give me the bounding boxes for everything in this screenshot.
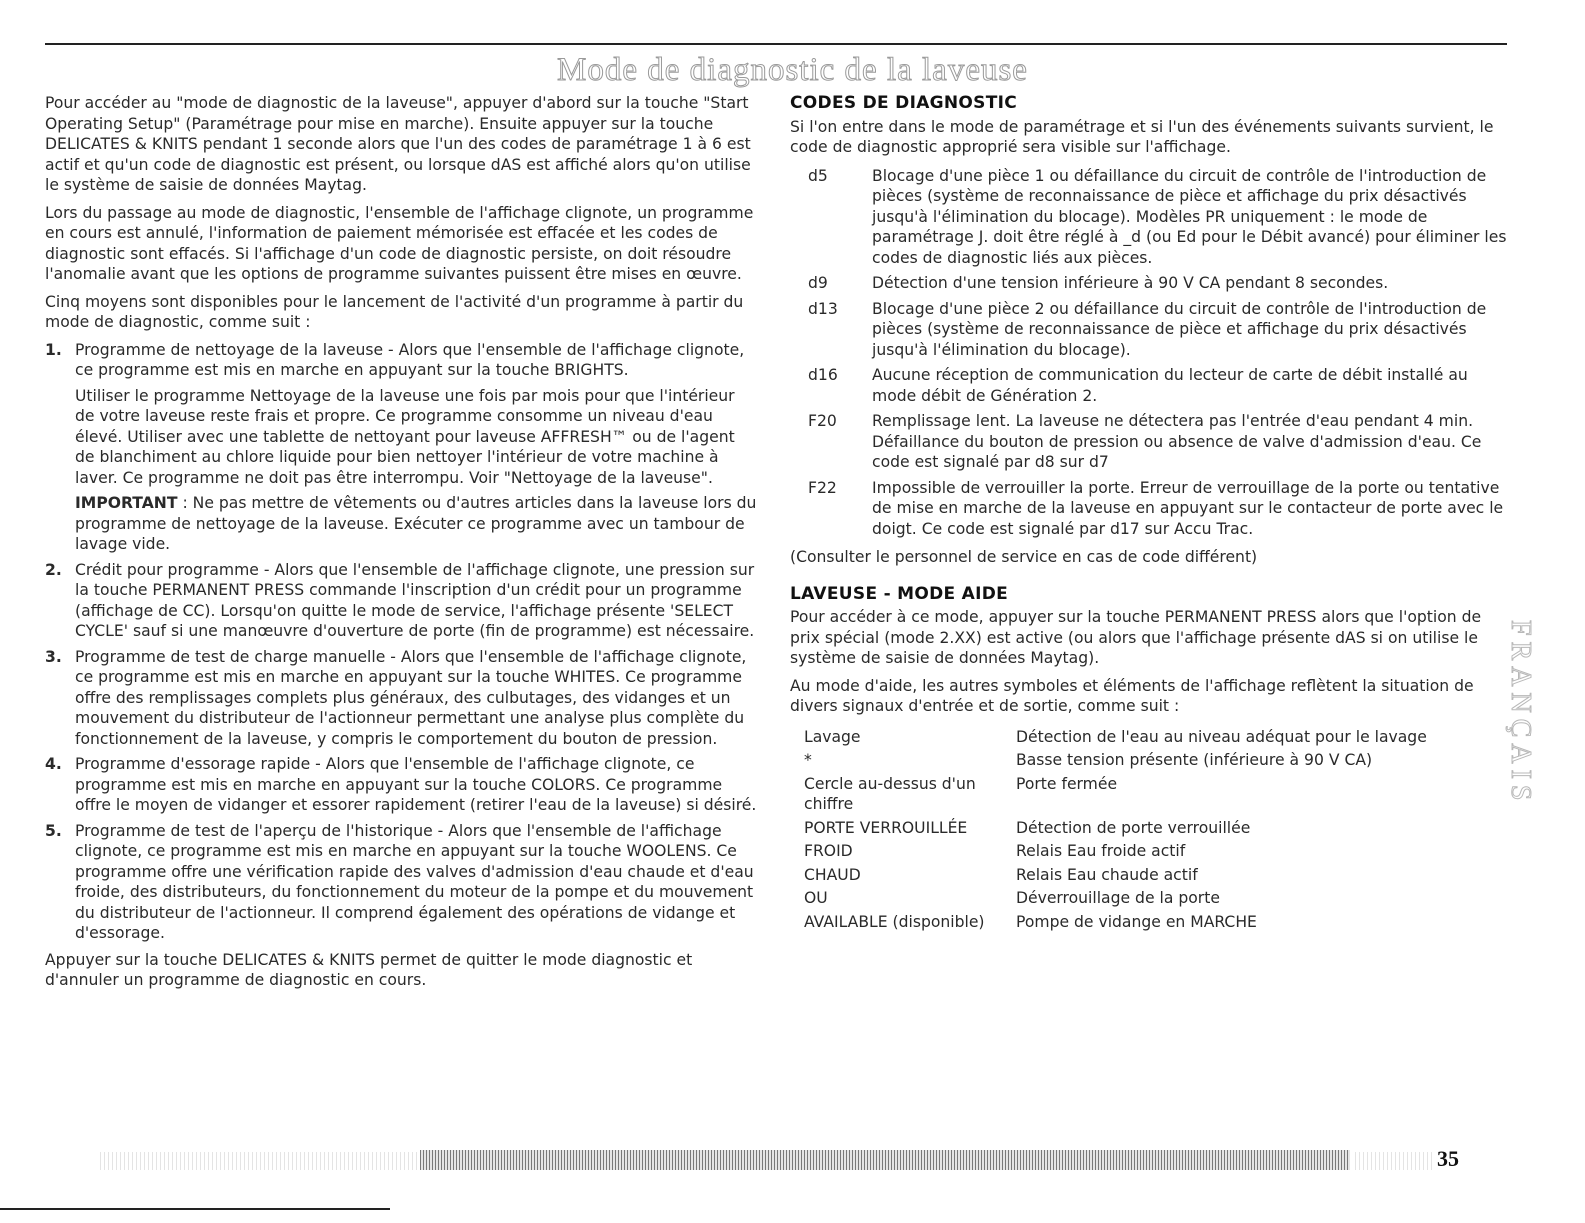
top-rule xyxy=(45,43,1507,45)
help-symbol: OU xyxy=(804,889,828,907)
help-symbol: Cercle au-dessus d'un chiffre xyxy=(804,774,976,813)
important-text: : Ne pas mettre de vêtements ou d'autres articles dans la laveuse lors du programme de nettoyage de la laveuse. Exécuter ce programme avec un tambour de lavage vide. xyxy=(75,494,757,553)
codes-intro: Si l'on entre dans le mode de paramétrage et si l'un des événements suivants survient, le code de diagnostic approprié sera visible sur l'affichage. xyxy=(790,117,1494,156)
code-id: d16 xyxy=(808,366,838,384)
program-number: 5. xyxy=(45,821,62,840)
right-column xyxy=(790,93,1510,935)
code-id: d13 xyxy=(808,299,838,318)
program-item xyxy=(45,821,757,944)
code-description: Blocage d'une pièce 1 ou défaillance du circuit de contrôle de l'introduction de pièces (système de reconnaissance de pièce et affichage du prix désactivés jusqu'à l'élimination du blocage). Modèles PR uniquement : le mode de paramétrage J. doit être réglé à _d (ou Ed pour le Débit avancé) pour éliminer les codes de diagnostic liés aux pièces. xyxy=(872,166,1507,267)
program-text: Programme de test de l'aperçu de l'historique - Alors que l'ensemble de l'affichage clignote, ce programme est mis en marche en appuyant sur la touche WOOLENS. Ce programme offre une vérification rapide des valves d'admission d'eau chaude et d'eau froide, des distributeurs, du fonctionnement du moteur de la pompe et du mouvement du distributeur de l'actionneur. Il comprend également des opérations de vidange et d'essorage. xyxy=(75,821,754,942)
intro-paragraph: Pour accéder au "mode de diagnostic de la laveuse", appuyer d'abord sur la touche "Start Operating Setup" (Paramétrage pour mise en marche). Ensuite appuyer sur la touche DELICATES & KNITS pendant 1 seconde alors que l'un des codes de paramétrage 1 à 6 est actif et qu'un code de diagnostic est présent, ou lorsque dAS est affiché alors qu'on utilise le système de saisie de données Maytag. xyxy=(45,94,751,194)
help-meaning: Relais Eau chaude actif xyxy=(1016,865,1198,884)
program-number: 2. xyxy=(45,560,62,579)
footer-dotted-rule xyxy=(1355,1152,1433,1170)
important-note xyxy=(75,493,757,555)
program-item xyxy=(45,754,757,816)
help-symbol: PORTE VERROUILLÉE xyxy=(804,818,968,837)
code-description: Remplissage lent. La laveuse ne détectera pas l'entrée d'eau pendant 4 min. Défaillance du bouton de pression ou absence de valve d'admission d'eau. Ce code est signalé par d8 sur d7 xyxy=(872,412,1482,471)
help-meaning: Relais Eau froide actif xyxy=(1016,842,1186,860)
footer-hatched-bar xyxy=(420,1150,1350,1170)
help-table xyxy=(804,727,1510,933)
important-label: IMPORTANT xyxy=(75,494,178,512)
help-meaning: Détection de porte verrouillée xyxy=(1016,818,1251,837)
help-paragraph: Pour accéder à ce mode, appuyer sur la touche PERMANENT PRESS alors que l'option de prix spécial (mode 2.XX) est active (ou alors que l'affichage présente dAS si on utilise le système de saisie de données Maytag). xyxy=(790,608,1482,667)
help-row xyxy=(804,774,1510,815)
code-row xyxy=(808,478,1510,540)
code-row xyxy=(808,166,1510,269)
code-description: Aucune réception de communication du lecteur de carte de débit installé au mode débit de Génération 2. xyxy=(872,366,1468,405)
code-row xyxy=(808,411,1510,473)
program-list xyxy=(45,340,757,944)
code-id: d5 xyxy=(808,166,828,185)
program-number: 4. xyxy=(45,755,62,773)
code-description: Impossible de verrouiller la porte. Erreur de verrouillage de la porte ou tentative de mise en marche de la laveuse en appuyant sur le contacteur de porte avec le doigt. Ce code est signalé par d17 sur Accu Trac. xyxy=(872,478,1504,538)
help-row xyxy=(804,818,1510,839)
program-text: Programme de nettoyage de la laveuse - Alors que l'ensemble de l'affichage clignote, ce programme est mis en marche en appuyant sur la touche BRIGHTS. xyxy=(75,340,745,379)
code-row xyxy=(808,365,1510,406)
help-symbol: CHAUD xyxy=(804,865,861,884)
help-paragraph: Au mode d'aide, les autres symboles et éléments de l'affichage reflètent la situation de divers signaux d'entrée et de sortie, comme suit : xyxy=(790,676,1474,715)
codes-list xyxy=(808,166,1510,540)
program-text: Programme de test de charge manuelle - Alors que l'ensemble de l'affichage clignote, ce programme est mis en marche en appuyant sur la touche WHITES. Ce programme offre des remplissages complets plus généraux, des culbutages, des vidanges et un mouvement du distributeur de l'actionneur permettant une analyse plus complète du fonctionnement de la laveuse, y compris le comportement du bouton de pression. xyxy=(75,647,747,748)
program-item xyxy=(45,560,757,642)
codes-heading: CODES DE DIAGNOSTIC xyxy=(790,93,1018,113)
program-text: Crédit pour programme - Alors que l'ensemble de l'affichage clignote, une pression sur la touche PERMANENT PRESS commande l'inscription d'un crédit pour un programme (affichage de CC). Lorsqu'on quitte le mode de service, l'affichage présente 'SELECT CYCLE' sauf si une manœuvre d'ouverture de porte (fin de programme) est nécessaire. xyxy=(75,560,755,640)
help-meaning: Pompe de vidange en MARCHE xyxy=(1016,912,1257,931)
code-description: Blocage d'une pièce 2 ou défaillance du circuit de contrôle de l'introduction de pièces (système de reconnaissance de pièce et affichage du prix désactivés jusqu'à l'élimination du blocage). xyxy=(872,299,1487,359)
help-row xyxy=(804,727,1510,748)
help-row xyxy=(804,888,1510,909)
code-row xyxy=(808,299,1510,361)
bottom-rule xyxy=(0,1208,390,1210)
page-number: 35 xyxy=(1437,1146,1459,1171)
intro-paragraph: Cinq moyens sont disponibles pour le lancement de l'activité d'un programme à partir du mode de diagnostic, comme suit : xyxy=(45,292,744,331)
program-extra: Utiliser le programme Nettoyage de la laveuse une fois par mois pour que l'intérieur de votre laveuse reste frais et propre. Ce programme consomme un niveau d'eau élevé. Utiliser avec une tablette de nettoyant pour laveuse AFFRESH™ ou de l'agent de blanchiment au chlore liquide pour bien nettoyer l'intérieur de votre machine à laver. Ce programme ne doit pas être interrompu. Voir "Nettoyage de la laveuse". xyxy=(75,386,735,487)
help-meaning: Basse tension présente (inférieure à 90 V CA) xyxy=(1016,751,1373,769)
left-column xyxy=(45,93,757,998)
help-meaning: Porte fermée xyxy=(1016,774,1118,793)
code-id: d9 xyxy=(808,274,828,292)
help-meaning: Détection de l'eau au niveau adéquat pour le lavage xyxy=(1016,727,1427,746)
help-symbol: Lavage xyxy=(804,727,861,746)
program-item xyxy=(45,340,757,555)
help-row xyxy=(804,912,1510,933)
code-description: Détection d'une tension inférieure à 90 V CA pendant 8 secondes. xyxy=(872,274,1389,292)
code-id: F22 xyxy=(808,478,837,497)
page-title: Mode de diagnostic de la laveuse xyxy=(557,52,1028,88)
help-symbol: * xyxy=(804,751,812,769)
program-number: 1. xyxy=(45,340,62,359)
closing-paragraph: Appuyer sur la touche DELICATES & KNITS permet de quitter le mode diagnostic et d'annuler un programme de diagnostic en cours. xyxy=(45,950,693,989)
help-row xyxy=(804,865,1510,886)
program-item xyxy=(45,647,757,750)
help-symbol: FROID xyxy=(804,842,853,860)
help-meaning: Déverrouillage de la porte xyxy=(1016,889,1220,907)
program-text: Programme d'essorage rapide - Alors que l'ensemble de l'affichage clignote, ce programme est mis en marche en appuyant sur la touche COLORS. Ce programme offre le moyen de vidanger et essorer rapidement (retirer l'eau de la laveuse) si désiré. xyxy=(75,755,757,814)
footer-dotted-rule xyxy=(100,1152,420,1170)
help-row xyxy=(804,750,1510,771)
program-number: 3. xyxy=(45,647,62,666)
codes-note: (Consulter le personnel de service en cas de code différent) xyxy=(790,548,1258,566)
help-heading: LAVEUSE - MODE AIDE xyxy=(790,583,1009,604)
help-symbol: AVAILABLE (disponible) xyxy=(804,912,985,931)
code-row xyxy=(808,273,1510,294)
code-id: F20 xyxy=(808,412,837,430)
language-side-label: FRANÇAIS xyxy=(1505,620,1536,807)
intro-paragraph: Lors du passage au mode de diagnostic, l'ensemble de l'affichage clignote, un programme en cours est annulé, l'information de paiement mémorisée est effacée et les codes de diagnostic sont effacés. Si l'affichage d'un code de diagnostic persiste, on doit résoudre l'anomalie avant que les options de programme suivantes puissent être mises en œuvre. xyxy=(45,203,754,283)
help-row xyxy=(804,841,1510,862)
